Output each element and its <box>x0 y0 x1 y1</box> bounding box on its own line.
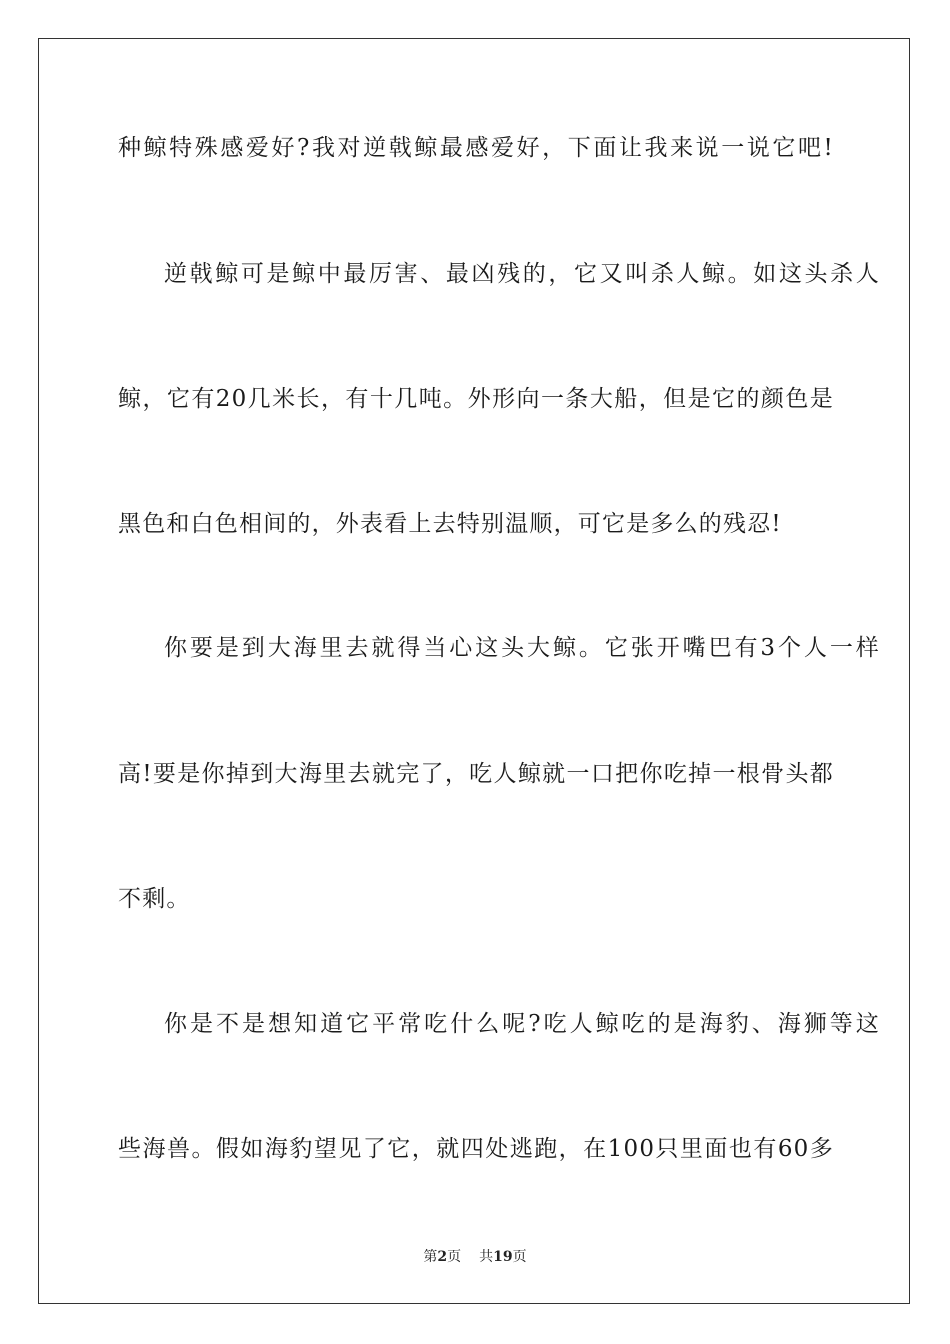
page-border <box>38 38 910 1304</box>
page-unit: 页 <box>447 1249 462 1265</box>
page-current: 2 <box>437 1249 448 1265</box>
total-prefix: 共 <box>479 1249 494 1265</box>
text-line-5: 你要是到大海里去就得当心这头大鲸。它张开嘴巴有3个人一样 <box>164 635 880 661</box>
page-footer <box>0 1247 950 1267</box>
text-line-3: 鲸，它有20几米长，有十几吨。外形向一条大船，但是它的颜色是 <box>118 386 834 412</box>
page-prefix: 第 <box>423 1249 438 1265</box>
total-unit: 页 <box>512 1249 527 1265</box>
text-line-8: 你是不是想知道它平常吃什么呢?吃人鲸吃的是海豹、海狮等这 <box>164 1011 880 1037</box>
text-line-4: 黑色和白色相间的，外表看上去特别温顺，可它是多么的残忍! <box>118 511 782 537</box>
text-line-1: 种鲸特殊感爱好?我对逆戟鲸最感爱好，下面让我来说一说它吧! <box>118 135 834 161</box>
text-line-6: 高!要是你掉到大海里去就完了，吃人鲸就一口把你吃掉一根骨头都 <box>118 761 834 787</box>
text-line-9: 些海兽。假如海豹望见了它，就四处逃跑，在100只里面也有60多 <box>118 1136 834 1162</box>
text-line-2: 逆戟鲸可是鲸中最厉害、最凶残的，它又叫杀人鲸。如这头杀人 <box>164 261 880 287</box>
text-line-7: 不剩。 <box>118 886 191 912</box>
page-total: 19 <box>493 1249 513 1265</box>
